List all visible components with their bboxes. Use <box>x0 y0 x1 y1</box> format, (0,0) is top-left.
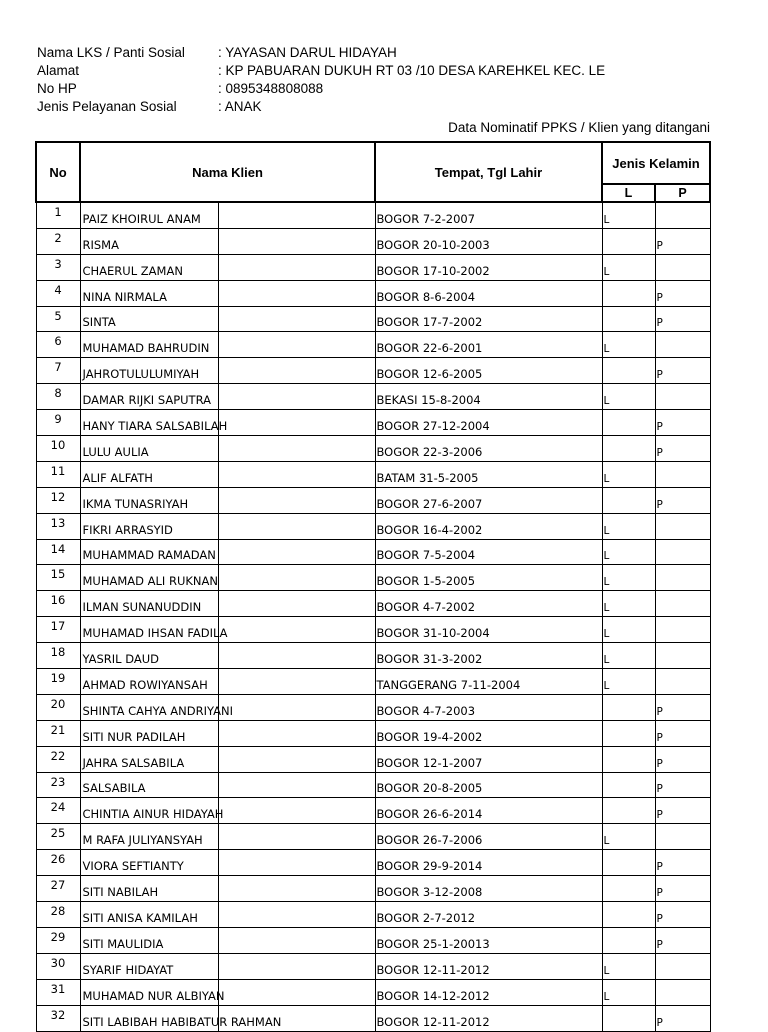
cell-no: 30 <box>36 953 80 979</box>
cell-tempat-tgl-lahir: BOGOR 19-4-2002 <box>375 720 602 746</box>
nama-klien-text: PAIZ KHOIRUL ANAM <box>82 211 201 226</box>
cell-gender-p: P <box>655 902 710 928</box>
nama-klien-text: SITI MAULIDIA <box>82 936 164 951</box>
cell-no: 29 <box>36 927 80 953</box>
cell-gender-l: L <box>602 332 655 358</box>
cell-nama-klien <box>80 280 218 306</box>
table-row <box>36 280 710 306</box>
nama-klien-text: ILMAN SUNANUDDIN <box>82 600 202 615</box>
cell-nama-klien <box>80 617 228 643</box>
nama-klien-text: FIKRI ARRASYID <box>82 522 173 537</box>
column-header-jenis-kelamin: Jenis Kelamin <box>602 142 710 184</box>
cell-gender-p: P <box>655 720 710 746</box>
cell-no: 15 <box>36 565 80 591</box>
cell-nama-extra <box>218 850 375 876</box>
cell-tempat-tgl-lahir: BOGOR 17-7-2002 <box>375 306 602 332</box>
cell-no: 25 <box>36 824 80 850</box>
cell-nama-klien <box>80 461 218 487</box>
table-body <box>36 202 710 1031</box>
column-header-l: L <box>602 184 655 202</box>
cell-gender-l <box>602 850 655 876</box>
nama-klien-text: SINTA <box>82 315 116 330</box>
nama-klien-text: SALSABILA <box>82 781 146 796</box>
cell-gender-p <box>655 202 710 228</box>
nama-klien-text: NINA NIRMALA <box>82 289 167 304</box>
cell-tempat-tgl-lahir: BOGOR 4-7-2003 <box>375 694 602 720</box>
cell-tempat-tgl-lahir: BOGOR 14-12-2012 <box>375 979 602 1005</box>
cell-gender-p <box>655 539 710 565</box>
cell-gender-l <box>602 746 655 772</box>
value-jenis-pelayanan: : ANAK <box>218 99 262 114</box>
cell-no: 12 <box>36 487 80 513</box>
cell-gender-l <box>602 436 655 462</box>
nama-klien-text: MUHAMMAD RAMADAN <box>82 548 216 563</box>
cell-gender-l <box>602 772 655 798</box>
cell-no: 14 <box>36 539 80 565</box>
cell-tempat-tgl-lahir: BOGOR 22-6-2001 <box>375 332 602 358</box>
table-row <box>36 824 710 850</box>
nama-klien-text: SITI NABILAH <box>82 885 159 900</box>
cell-nama-extra <box>218 798 375 824</box>
cell-gender-p <box>655 565 710 591</box>
cell-gender-l: L <box>602 591 655 617</box>
cell-no: 2 <box>36 228 80 254</box>
cell-gender-p <box>655 979 710 1005</box>
nama-klien-text: SITI ANISA KAMILAH <box>82 910 198 925</box>
cell-gender-l: L <box>602 461 655 487</box>
cell-gender-p: P <box>655 927 710 953</box>
cell-nama-klien <box>80 927 218 953</box>
cell-gender-l: L <box>602 643 655 669</box>
cell-nama-extra <box>218 824 375 850</box>
cell-no: 31 <box>36 979 80 1005</box>
cell-tempat-tgl-lahir: BOGOR 27-12-2004 <box>375 410 602 436</box>
cell-gender-p: P <box>655 1005 710 1031</box>
cell-gender-l: L <box>602 202 655 228</box>
cell-nama-extra <box>218 902 375 928</box>
cell-nama-klien <box>80 591 218 617</box>
table-row <box>36 772 710 798</box>
cell-nama-klien <box>80 254 218 280</box>
cell-gender-p: P <box>655 798 710 824</box>
cell-gender-p: P <box>655 410 710 436</box>
table-row <box>36 798 710 824</box>
cell-nama-extra <box>218 513 375 539</box>
cell-tempat-tgl-lahir: BOGOR 7-5-2004 <box>375 539 602 565</box>
cell-nama-extra <box>218 280 375 306</box>
cell-nama-klien <box>80 953 218 979</box>
nama-klien-text: HANY TIARA SALSABILAH <box>82 419 228 434</box>
table-row <box>36 410 710 436</box>
cell-gender-l <box>602 306 655 332</box>
nama-klien-text: LULU AULIA <box>82 444 149 459</box>
cell-tempat-tgl-lahir: BOGOR 26-6-2014 <box>375 798 602 824</box>
cell-tempat-tgl-lahir: BEKASI 15-8-2004 <box>375 384 602 410</box>
table-row <box>36 228 710 254</box>
table-row <box>36 694 710 720</box>
cell-no: 32 <box>36 1005 80 1031</box>
table-row <box>36 902 710 928</box>
table-row <box>36 332 710 358</box>
cell-tempat-tgl-lahir: BOGOR 31-3-2002 <box>375 643 602 669</box>
cell-gender-p: P <box>655 876 710 902</box>
table-row <box>36 306 710 332</box>
cell-nama-klien <box>80 332 218 358</box>
cell-gender-l <box>602 1005 655 1031</box>
value-alamat: : KP PABUARAN DUKUH RT 03 /10 DESA KAREHKEL KEC. LE <box>218 63 606 78</box>
nama-klien-text: MUHAMAD NUR ALBIYAN <box>82 988 225 1003</box>
cell-nama-extra <box>218 436 375 462</box>
nama-klien-text: CHINTIA AINUR HIDAYAH <box>82 807 224 822</box>
cell-gender-p <box>655 513 710 539</box>
cell-nama-extra <box>218 617 375 643</box>
cell-no: 16 <box>36 591 80 617</box>
cell-gender-p <box>655 953 710 979</box>
column-header-nama-klien: Nama Klien <box>80 142 375 202</box>
cell-nama-extra <box>218 254 375 280</box>
cell-nama-extra <box>218 565 375 591</box>
cell-gender-l: L <box>602 539 655 565</box>
cell-tempat-tgl-lahir: BOGOR 1-5-2005 <box>375 565 602 591</box>
nama-klien-text: SHINTA CAHYA ANDRIYANI <box>82 703 233 718</box>
cell-nama-extra <box>218 461 375 487</box>
cell-gender-p <box>655 461 710 487</box>
table-row <box>36 254 710 280</box>
cell-gender-l <box>602 358 655 384</box>
cell-tempat-tgl-lahir: BATAM 31-5-2005 <box>375 461 602 487</box>
cell-nama-extra <box>218 953 375 979</box>
cell-tempat-tgl-lahir: BOGOR 17-10-2002 <box>375 254 602 280</box>
cell-gender-p: P <box>655 306 710 332</box>
cell-gender-l <box>602 927 655 953</box>
label-jenis-pelayanan: Jenis Pelayanan Sosial <box>37 99 177 114</box>
cell-nama-extra <box>218 772 375 798</box>
cell-gender-p: P <box>655 694 710 720</box>
table-row <box>36 358 710 384</box>
cell-gender-p <box>655 643 710 669</box>
cell-nama-klien <box>80 979 225 1005</box>
cell-nama-extra <box>218 384 375 410</box>
table-row <box>36 979 710 1005</box>
cell-nama-klien <box>80 772 218 798</box>
cell-no: 22 <box>36 746 80 772</box>
cell-no: 19 <box>36 669 80 695</box>
cell-nama-klien <box>80 694 233 720</box>
cell-nama-klien <box>80 513 218 539</box>
cell-tempat-tgl-lahir: BOGOR 7-2-2007 <box>375 202 602 228</box>
cell-gender-l: L <box>602 953 655 979</box>
cell-gender-p <box>655 384 710 410</box>
nama-klien-text: MUHAMAD ALI RUKNAN <box>82 574 218 589</box>
cell-tempat-tgl-lahir: BOGOR 2-7-2012 <box>375 902 602 928</box>
cell-nama-extra <box>218 591 375 617</box>
cell-gender-l <box>602 694 655 720</box>
nama-klien-text: RISMA <box>82 237 119 252</box>
table-row <box>36 617 710 643</box>
table-row <box>36 746 710 772</box>
cell-nama-extra <box>218 539 375 565</box>
cell-gender-p: P <box>655 228 710 254</box>
column-header-tempat-tgl-lahir: Tempat, Tgl Lahir <box>375 142 602 202</box>
cell-no: 6 <box>36 332 80 358</box>
label-nama-lks: Nama LKS / Panti Sosial <box>37 45 185 60</box>
cell-nama-extra <box>218 927 375 953</box>
label-alamat: Alamat <box>37 63 80 78</box>
table-row <box>36 487 710 513</box>
cell-no: 26 <box>36 850 80 876</box>
cell-gender-l: L <box>602 384 655 410</box>
nama-klien-text: ALIF ALFATH <box>82 470 153 485</box>
cell-nama-klien <box>80 850 218 876</box>
table-row <box>36 591 710 617</box>
cell-nama-klien <box>80 410 228 436</box>
table-row <box>36 720 710 746</box>
cell-nama-klien <box>80 436 218 462</box>
nama-klien-text: SYARIF HIDAYAT <box>82 962 174 977</box>
cell-nama-extra <box>218 487 375 513</box>
table-row <box>36 513 710 539</box>
table-row <box>36 643 710 669</box>
table-row <box>36 384 710 410</box>
table-row <box>36 927 710 953</box>
cell-nama-klien <box>80 358 218 384</box>
cell-nama-extra <box>218 306 375 332</box>
nama-klien-text: IKMA TUNASRIYAH <box>82 496 189 511</box>
cell-nama-extra <box>218 358 375 384</box>
client-table <box>35 141 711 1032</box>
nama-klien-text: MUHAMAD BAHRUDIN <box>82 341 210 356</box>
cell-nama-klien <box>80 669 218 695</box>
cell-tempat-tgl-lahir: TANGGERANG 7-11-2004 <box>375 669 602 695</box>
cell-gender-l <box>602 487 655 513</box>
cell-no: 13 <box>36 513 80 539</box>
table-row <box>36 953 710 979</box>
cell-gender-p: P <box>655 280 710 306</box>
nama-klien-text: SITI NUR PADILAH <box>82 729 186 744</box>
cell-no: 24 <box>36 798 80 824</box>
cell-gender-p <box>655 617 710 643</box>
cell-no: 20 <box>36 694 80 720</box>
cell-gender-p <box>655 669 710 695</box>
cell-no: 1 <box>36 202 80 228</box>
cell-nama-extra <box>218 202 375 228</box>
cell-gender-l: L <box>602 513 655 539</box>
cell-no: 27 <box>36 876 80 902</box>
cell-gender-l <box>602 280 655 306</box>
cell-nama-klien <box>80 487 218 513</box>
table-row <box>36 669 710 695</box>
cell-gender-p: P <box>655 850 710 876</box>
cell-tempat-tgl-lahir: BOGOR 22-3-2006 <box>375 436 602 462</box>
cell-nama-extra <box>218 746 375 772</box>
cell-nama-extra <box>218 720 375 746</box>
nama-klien-text: SITI LABIBAH HABIBATUR RAHMAN <box>82 1014 282 1029</box>
nama-klien-text: M RAFA JULIYANSYAH <box>82 833 203 848</box>
cell-tempat-tgl-lahir: BOGOR 26-7-2006 <box>375 824 602 850</box>
cell-tempat-tgl-lahir: BOGOR 12-1-2007 <box>375 746 602 772</box>
cell-no: 28 <box>36 902 80 928</box>
cell-nama-klien <box>80 643 218 669</box>
cell-no: 5 <box>36 306 80 332</box>
cell-gender-p: P <box>655 772 710 798</box>
cell-tempat-tgl-lahir: BOGOR 16-4-2002 <box>375 513 602 539</box>
cell-nama-extra <box>218 979 375 1005</box>
cell-gender-l <box>602 410 655 436</box>
cell-gender-l: L <box>602 824 655 850</box>
nama-klien-text: JAHRA SALSABILA <box>82 755 185 770</box>
cell-no: 23 <box>36 772 80 798</box>
cell-nama-klien <box>80 306 218 332</box>
cell-gender-l <box>602 720 655 746</box>
cell-nama-klien <box>80 228 218 254</box>
cell-no: 17 <box>36 617 80 643</box>
cell-nama-extra <box>218 332 375 358</box>
cell-nama-klien <box>80 824 218 850</box>
column-header-no: No <box>36 142 80 202</box>
cell-no: 21 <box>36 720 80 746</box>
cell-gender-p <box>655 591 710 617</box>
table-row <box>36 202 710 228</box>
cell-gender-p: P <box>655 487 710 513</box>
cell-gender-p <box>655 824 710 850</box>
value-nama-lks: : YAYASAN DARUL HIDAYAH <box>218 45 397 60</box>
cell-gender-l <box>602 902 655 928</box>
cell-gender-p <box>655 254 710 280</box>
nama-klien-text: CHAERUL ZAMAN <box>82 263 183 278</box>
cell-no: 4 <box>36 280 80 306</box>
cell-tempat-tgl-lahir: BOGOR 20-8-2005 <box>375 772 602 798</box>
cell-gender-p: P <box>655 746 710 772</box>
table-subtitle: Data Nominatif PPKS / Klien yang ditangani <box>448 120 710 135</box>
cell-tempat-tgl-lahir: BOGOR 20-10-2003 <box>375 228 602 254</box>
table-row <box>36 565 710 591</box>
cell-tempat-tgl-lahir: BOGOR 25-1-20013 <box>375 927 602 953</box>
cell-gender-l <box>602 228 655 254</box>
cell-no: 7 <box>36 358 80 384</box>
cell-gender-p: P <box>655 358 710 384</box>
nama-klien-text: JAHROTULULUMIYAH <box>82 367 200 382</box>
table-row <box>36 876 710 902</box>
cell-gender-l <box>602 876 655 902</box>
cell-nama-extra <box>218 410 375 436</box>
cell-tempat-tgl-lahir: BOGOR 12-6-2005 <box>375 358 602 384</box>
cell-nama-klien <box>80 720 218 746</box>
value-no-hp: : 0895348808088 <box>218 81 324 96</box>
cell-tempat-tgl-lahir: BOGOR 3-12-2008 <box>375 876 602 902</box>
cell-gender-p <box>655 332 710 358</box>
cell-nama-klien <box>80 384 218 410</box>
table-row <box>36 436 710 462</box>
cell-no: 18 <box>36 643 80 669</box>
cell-gender-l: L <box>602 979 655 1005</box>
cell-tempat-tgl-lahir: BOGOR 12-11-2012 <box>375 953 602 979</box>
cell-no: 11 <box>36 461 80 487</box>
cell-nama-klien <box>80 902 218 928</box>
cell-tempat-tgl-lahir: BOGOR 8-6-2004 <box>375 280 602 306</box>
label-no-hp: No HP <box>37 81 77 96</box>
cell-gender-l <box>602 798 655 824</box>
cell-gender-p: P <box>655 436 710 462</box>
cell-nama-extra <box>218 643 375 669</box>
cell-tempat-tgl-lahir: BOGOR 12-11-2012 <box>375 1005 602 1031</box>
cell-gender-l: L <box>602 669 655 695</box>
cell-no: 10 <box>36 436 80 462</box>
column-header-p: P <box>655 184 710 202</box>
cell-nama-extra <box>218 669 375 695</box>
cell-tempat-tgl-lahir: BOGOR 29-9-2014 <box>375 850 602 876</box>
cell-nama-klien <box>80 876 218 902</box>
cell-no: 3 <box>36 254 80 280</box>
cell-nama-klien <box>80 202 218 228</box>
cell-nama-extra <box>218 694 375 720</box>
table-row <box>36 461 710 487</box>
nama-klien-text: AHMAD ROWIYANSAH <box>82 677 208 692</box>
nama-klien-text: DAMAR RIJKI SAPUTRA <box>82 393 211 408</box>
nama-klien-text: YASRIL DAUD <box>82 652 160 667</box>
cell-gender-l: L <box>602 565 655 591</box>
nama-klien-text: VIORA SEFTIANTY <box>82 859 184 874</box>
table-row <box>36 539 710 565</box>
table-row <box>36 1005 710 1031</box>
cell-nama-klien <box>80 565 218 591</box>
cell-nama-klien <box>80 1005 282 1031</box>
cell-nama-klien <box>80 798 224 824</box>
cell-nama-klien <box>80 746 218 772</box>
cell-nama-klien <box>80 539 218 565</box>
nama-klien-text: MUHAMAD IHSAN FADILA <box>82 626 228 641</box>
cell-no: 9 <box>36 410 80 436</box>
cell-nama-extra <box>218 876 375 902</box>
cell-gender-l: L <box>602 254 655 280</box>
cell-nama-extra <box>218 228 375 254</box>
cell-tempat-tgl-lahir: BOGOR 4-7-2002 <box>375 591 602 617</box>
cell-gender-l: L <box>602 617 655 643</box>
cell-tempat-tgl-lahir: BOGOR 31-10-2004 <box>375 617 602 643</box>
table-row <box>36 850 710 876</box>
cell-no: 8 <box>36 384 80 410</box>
cell-tempat-tgl-lahir: BOGOR 27-6-2007 <box>375 487 602 513</box>
